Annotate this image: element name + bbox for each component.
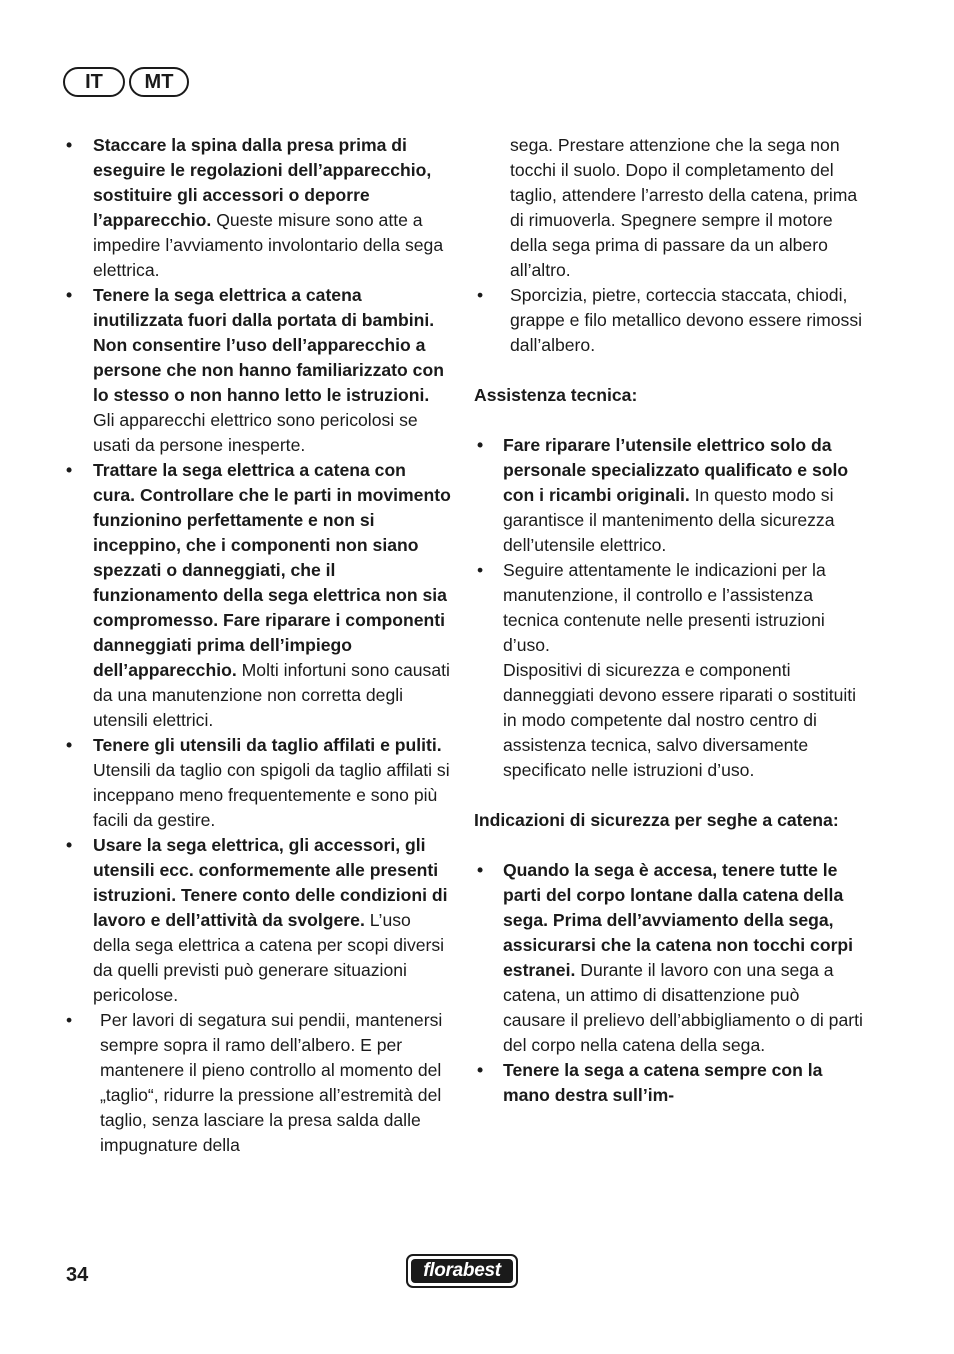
warning-text: In questo modo si garantisce il mantenimento della sicurezza dell’utensile elettrico. [503, 485, 835, 555]
list-item [66, 733, 451, 833]
warning-text: L’uso della sega elettrica a catena per scopi diversi da quelli previsti può generare situazioni pericolose. [93, 910, 445, 1005]
list-item [66, 283, 451, 458]
list-item [474, 433, 866, 558]
list-item [66, 133, 451, 283]
warning-text: Durante il lavoro con una sega a catena, un attimo di disattenzione può causare il prelievo dell’abbigliamento o di parti del corpo nella catena della sega. [503, 960, 863, 1055]
language-badge-mt: MT [129, 67, 189, 97]
list-item [474, 558, 866, 783]
warning-bold-text: Tenere la sega a catena sempre con la mano destra sull’im- [503, 1060, 823, 1105]
language-badge-it: IT [63, 67, 125, 97]
section-heading: Indicazioni di sicurezza per seghe a catena: [474, 810, 839, 830]
warning-text: Per lavori di segatura sui pendii, mantenersi sempre sopra il ramo dell’albero. E per mantenere il pieno controllo al momento del „taglio“, ridurre la pressione all’estremità del taglio, senza lasciare la presa salda dalle impugnature della [100, 1010, 443, 1155]
list-item [474, 1058, 866, 1108]
list-item [474, 858, 866, 1058]
warning-text: Seguire attentamente le indicazioni per la manutenzione, il controllo e l’assistenza tecnica contenute nelle presenti istruzioni d’uso. [503, 560, 826, 655]
bullet-icon: • [477, 435, 484, 455]
list-item [66, 458, 451, 733]
warning-text: Molti infortuni sono causati da una manutenzione non corretta degli utensili elettrici. [93, 660, 450, 730]
bullet-icon: • [66, 1010, 73, 1030]
bullet-icon: • [66, 835, 73, 855]
list-item [66, 833, 451, 1008]
bullet-icon: • [477, 285, 484, 305]
brand-logo-text: florabest [411, 1259, 513, 1283]
warning-bold-text: Tenere gli utensili da taglio affilati e puliti. [93, 735, 442, 755]
bullet-icon: • [477, 860, 484, 880]
page-number: 34 [66, 1264, 89, 1286]
warning-bold-text: Quando la sega è accesa, tenere tutte le parti del corpo lontane dalla catena della sega. Prima dell’avviamento della sega, assicurarsi che la catena non tocchi corpi estranei. [503, 860, 854, 980]
bullet-icon: • [66, 135, 73, 155]
bullet-icon: • [66, 460, 73, 480]
bullet-icon: • [477, 560, 484, 580]
warning-text: Sporcizia, pietre, corteccia staccata, chiodi, grappe e filo metallico devono essere rimossi dall’albero. [510, 285, 863, 355]
warning-bold-text: Staccare la spina dalla presa prima di eseguire le regolazioni dell’apparecchio, sostituire gli accessori o deporre l’apparecchio. [93, 135, 432, 230]
bullet-icon: • [66, 735, 73, 755]
warning-text: Gli apparecchi elettrico sono pericolosi se usati da persone inesperte. [93, 410, 418, 455]
continued-text: sega. Prestare attenzione che la sega non tocchi il suolo. Dopo il completamento del taglio, attendere l’arresto della catena, prima di rimuoverla. Spegnere sempre il motore della sega prima di passare da un albero all’altro. [510, 135, 858, 280]
warning-bold-text: Fare riparare l’utensile elettrico solo da personale specializzato qualificato e solo con i ricambi originali. [503, 435, 849, 505]
warning-bold-text: Usare la sega elettrica, gli accessori, gli utensili ecc. conformemente alle presenti istruzioni. Tenere conto delle condizioni di lavoro e dell’attività da svolgere. [93, 835, 448, 930]
bullet-icon: • [66, 285, 73, 305]
right-column [474, 133, 866, 1108]
list-item [66, 1008, 451, 1158]
left-column [66, 133, 451, 1158]
section-heading: Assistenza tecnica: [474, 385, 638, 405]
brand-logo [406, 1254, 518, 1288]
warning-bold-text: Tenere la sega elettrica a catena inutilizzata fuori dalla portata di bambini. Non consentire l’uso dell’apparecchio a persone che non hanno familiarizzato con lo stesso o non hanno letto le istruzioni. [93, 285, 444, 405]
warning-text: Dispositivi di sicurezza e componenti danneggiati devono essere riparati o sostituiti in modo competente dal nostro centro di assistenza tecnica, salvo diversamente specificato nelle istruzioni d’uso. [503, 660, 857, 780]
list-item [474, 283, 866, 358]
warning-text: Utensili da taglio con spigoli da taglio affilati si inceppano meno frequentemente e sono più facili da gestire. [93, 760, 450, 830]
warning-bold-text: Trattare la sega elettrica a catena con cura. Controllare che le parti in movimento funzionino perfettamente e non si inceppino, che i componenti non siano spezzati o danneggiati, che il funzionamento della sega elettrica non sia compromesso. Fare riparare i componenti danneggiati prima dell’impiego dell’apparecchio. [93, 460, 451, 680]
bullet-icon: • [477, 1060, 484, 1080]
warning-text: Queste misure sono atte a impedire l’avviamento involontario della sega elettrica. [93, 210, 444, 280]
